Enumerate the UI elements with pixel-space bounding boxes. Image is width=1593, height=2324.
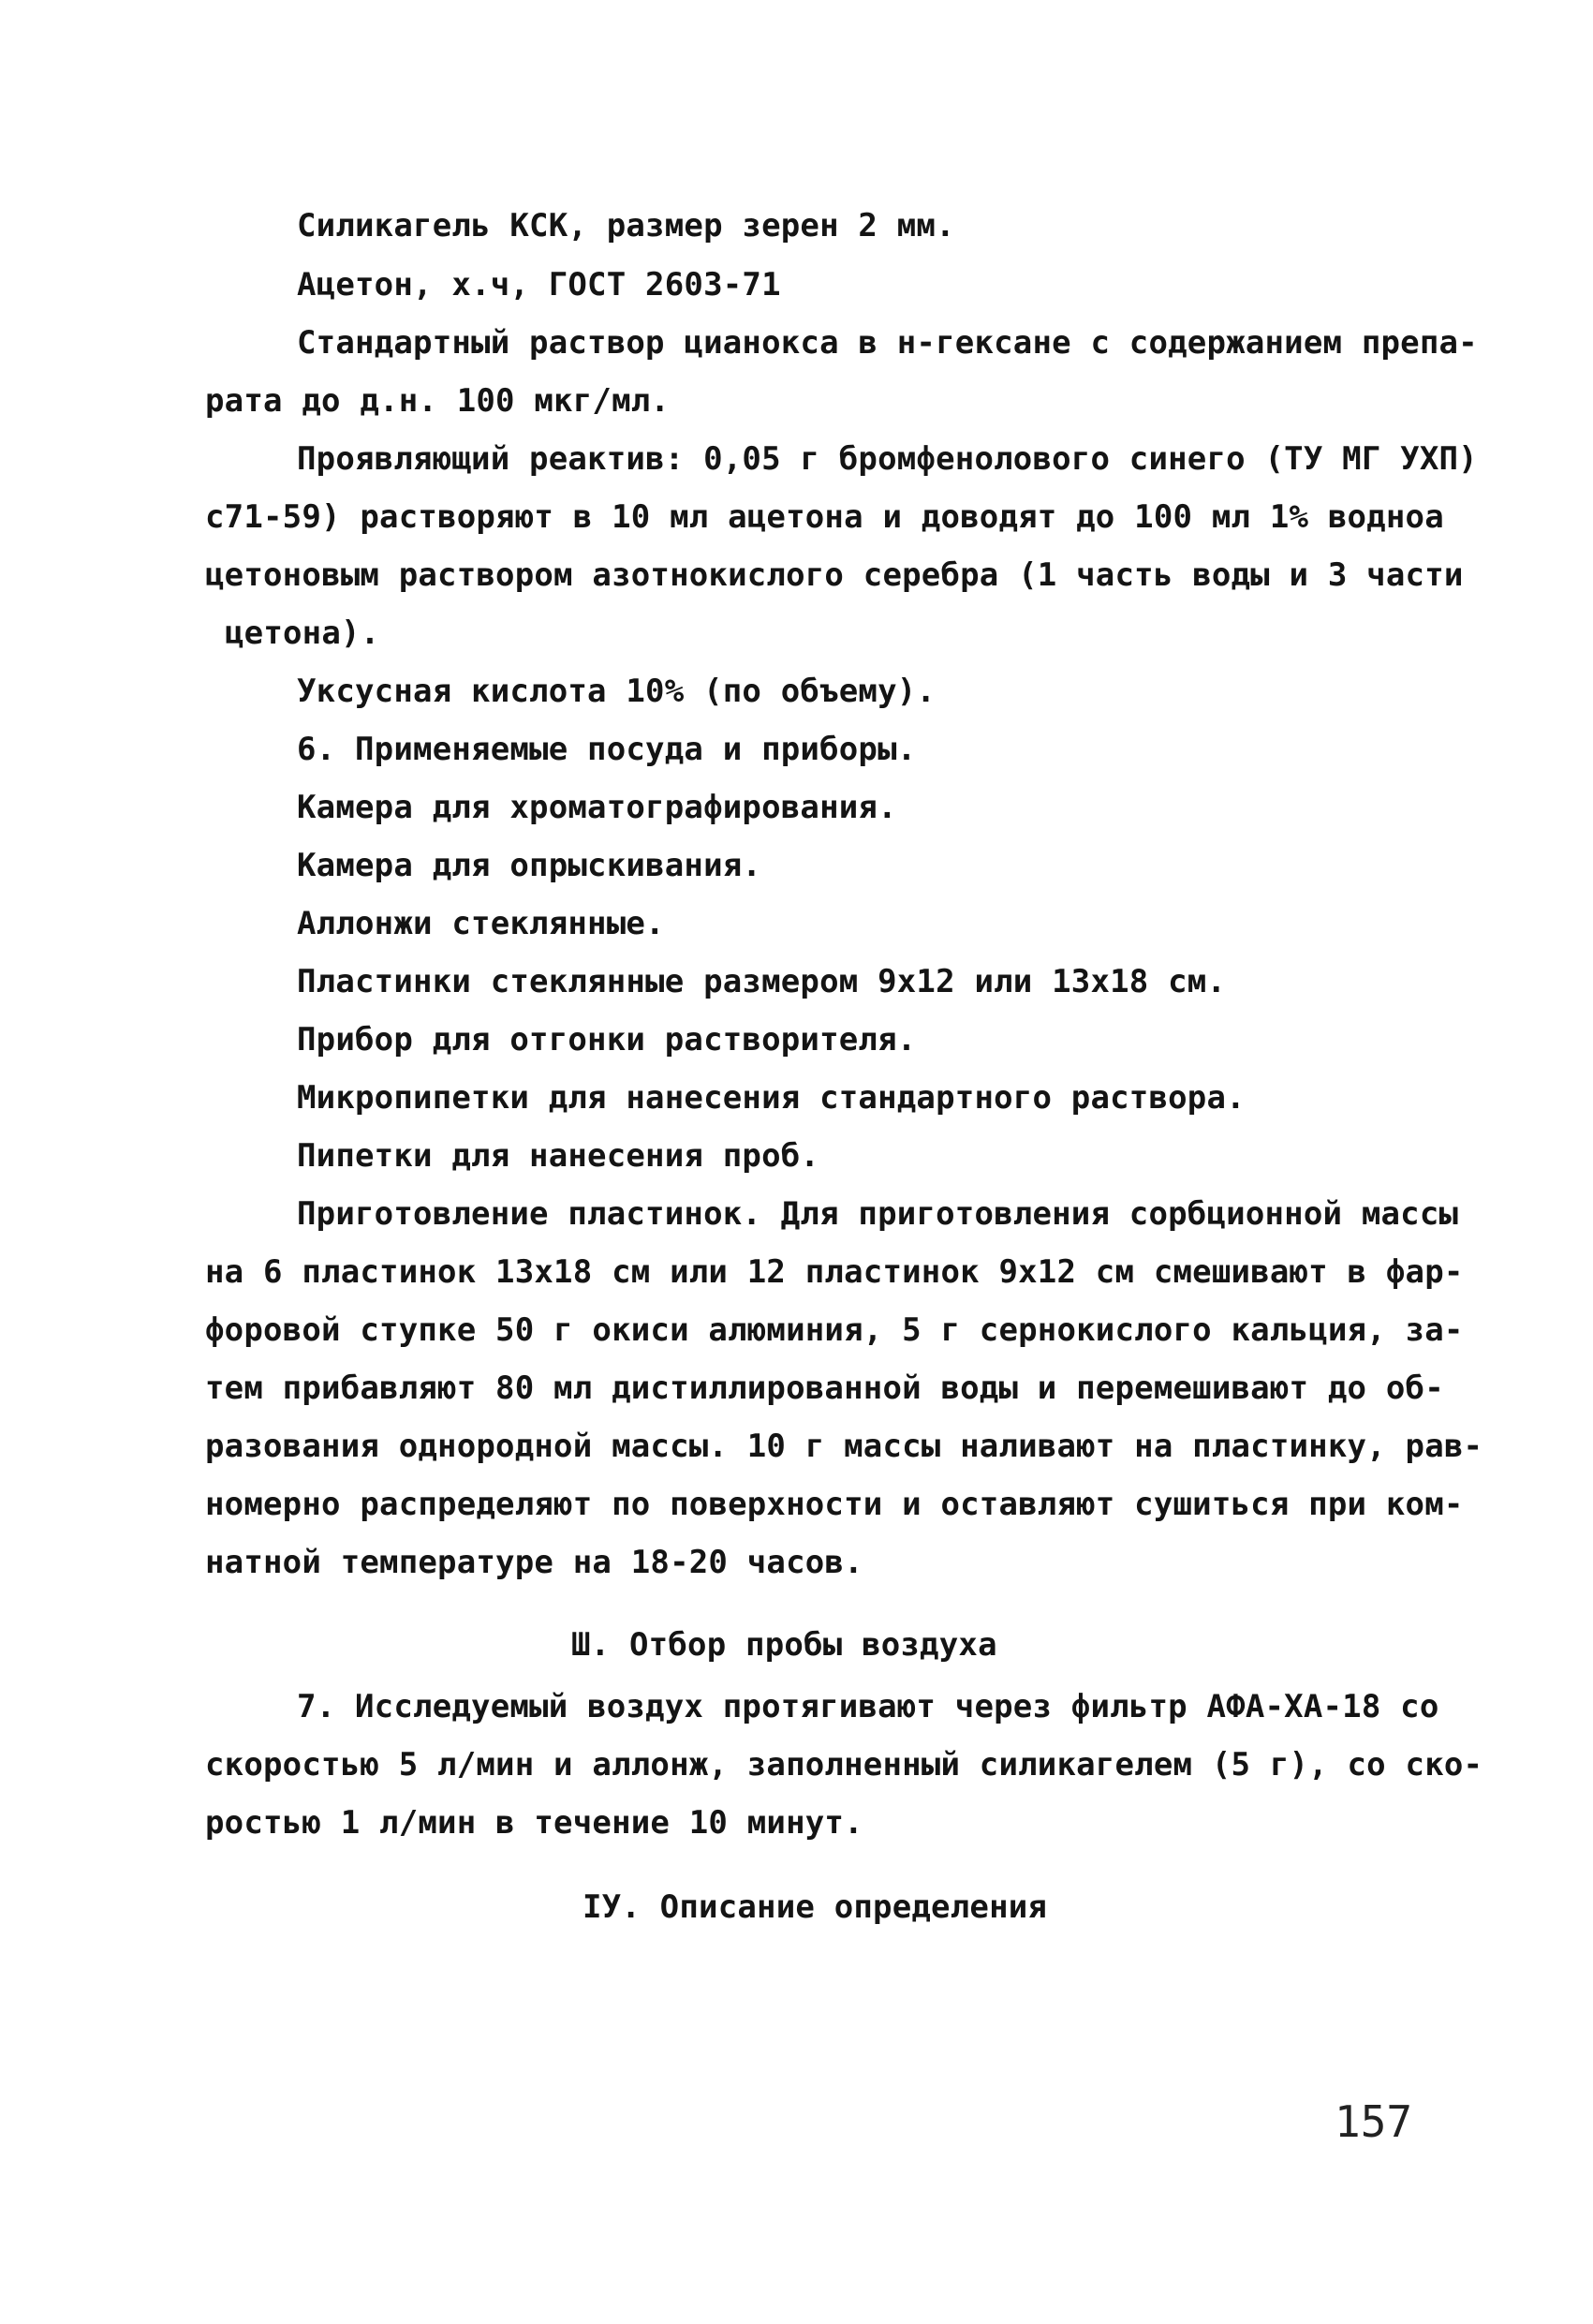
text-line: Ацетон, х.ч, ГОСТ 2603-71 <box>297 266 781 303</box>
text-line: Микропипетки для нанесения стандартного раствора. <box>297 1079 1246 1117</box>
section-heading: 6. Применяемые посуда и приборы. <box>297 731 917 768</box>
text-line: разования однородной массы. 10 г массы наливают на пластинку, рав- <box>205 1428 1483 1465</box>
text-line: Стандартный раствор цианокса в н-гексане с содержанием препа- <box>297 324 1478 362</box>
section-heading: IУ. Описание определения <box>583 1888 1048 1926</box>
text-line: Пластинки стеклянные размером 9х12 или 13х18 см. <box>297 963 1227 1000</box>
text-line: Уксусная кислота 10% (по объему). <box>297 673 937 710</box>
text-line: рата до д.н. 100 мкг/мл. <box>205 382 671 420</box>
text-line: номерно распределяют по поверхности и оставляют сушиться при ком- <box>205 1486 1464 1523</box>
text-line: Силикагель КСК, размер зерен 2 мм. <box>297 207 955 244</box>
text-line: Камера для опрыскивания. <box>297 847 762 884</box>
text-line: форовой ступке 50 г окиси алюминия, 5 г сернокислого кальция, за- <box>205 1311 1464 1349</box>
text-line: ростью 1 л/мин в течение 10 минут. <box>205 1804 863 1842</box>
text-line: Пипетки для нанесения проб. <box>297 1137 820 1175</box>
page-number: 157 <box>1335 2096 1413 2147</box>
text-line: натной температуре на 18-20 часов. <box>205 1544 863 1581</box>
text-line: цетоновым раствором азотнокислого серебра (1 часть воды и 3 части <box>205 556 1464 594</box>
text-line: Проявляющий реактив: 0,05 г бромфенолового синего (ТУ МГ УХП) <box>297 440 1478 478</box>
text-line: с71-59) растворяют в 10 мл ацетона и доводят до 100 мл 1% водноа <box>205 498 1444 536</box>
text-line: Приготовление пластинок. Для приготовления сорбционной массы <box>297 1195 1459 1233</box>
section-heading: Ш. Отбор пробы воздуха <box>571 1626 997 1664</box>
text-line: тем прибавляют 80 мл дистиллированной воды и перемешивают до об- <box>205 1369 1444 1407</box>
text-line: 7. Исследуемый воздух протягивают через фильтр АФА-ХА-18 со <box>297 1688 1439 1725</box>
text-line: на 6 пластинок 13х18 см или 12 пластинок 9х12 см смешивают в фар- <box>205 1253 1464 1291</box>
text-line: Прибор для отгонки растворителя. <box>297 1021 917 1058</box>
text-line: Камера для хроматографирования. <box>297 789 897 826</box>
text-line: скоростью 5 л/мин и аллонж, заполненный силикагелем (5 г), со ско- <box>205 1746 1483 1784</box>
text-line: Аллонжи стеклянные. <box>297 905 665 942</box>
text-line: цетона). <box>225 614 380 652</box>
